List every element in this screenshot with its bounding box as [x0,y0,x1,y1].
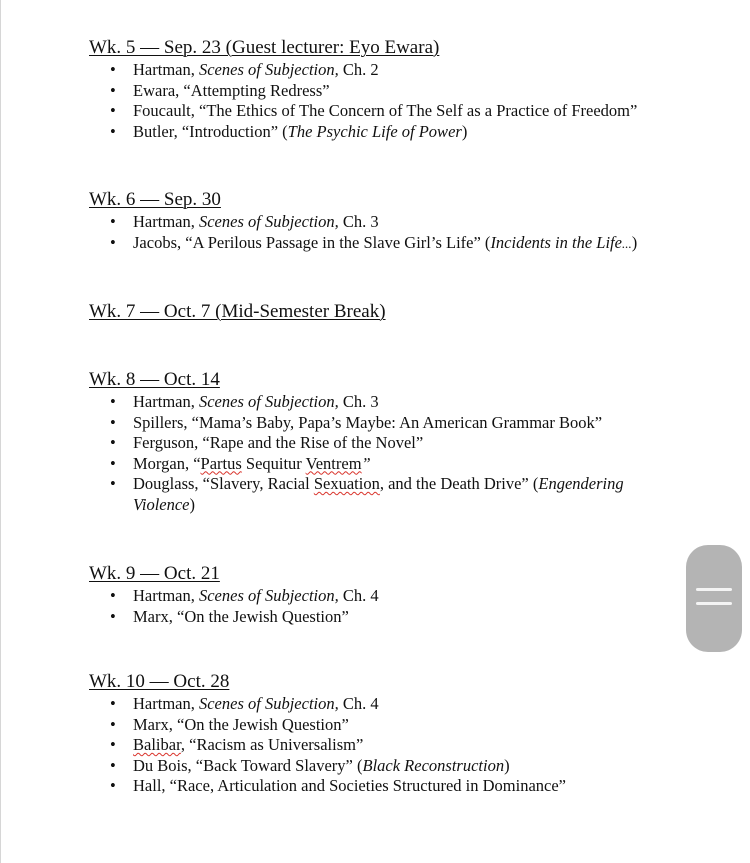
reading-item [89,735,663,756]
spellcheck-flagged-word: Partus [200,453,242,473]
week-heading: Wk. 10 — Oct. 28 [89,671,230,692]
spellcheck-flagged-word: Sexuation [313,474,380,493]
scroll-handle[interactable] [686,545,742,652]
reading-text: ) [189,494,195,514]
reading-list [89,392,663,515]
reading-text: ) [631,232,638,252]
reading-text: Spillers, “Mama’s Baby, Papa’s Maybe: An American Grammar Book” [133,412,603,432]
reading-text: Du Bois, “Back Toward Slavery” ( [133,755,363,775]
drag-handle-icon [696,602,732,605]
reading-text: ) [504,755,510,775]
reading-text: Marx, “On the Jewish Question” [133,714,349,734]
reading-text: Ch. 2 [338,60,379,79]
italic-title-text: Incidents in the Life [490,232,622,252]
reading-text: Hartman, [133,60,199,79]
week-section [89,670,663,797]
reading-text: , “Racism as Universalism” [180,735,364,754]
reading-text: , and the Death Drive” ( [379,474,539,493]
reading-text: Ewara, “Attempting Redress” [133,80,330,100]
week-section [89,368,663,515]
reading-item [89,81,663,102]
reading-text: Morgan, “ [133,453,201,473]
italic-title-text: The Psychic Life of Power [287,121,462,141]
reading-item [89,101,663,122]
reading-text: Foucault, “The Ethics of The Concern of The Self as a Practice of Freedom” [133,101,638,120]
reading-text: Sequitur [241,453,306,473]
reading-item [89,607,663,628]
reading-item [89,122,663,143]
reading-item [89,694,663,715]
italic-title-text: Scenes of Subjection, [198,392,339,411]
reading-text: Butler, “Introduction” ( [133,121,288,141]
week-heading: Wk. 8 — Oct. 14 [89,369,220,390]
italic-title-text: ” [361,453,371,473]
reading-text: Jacobs, “A Perilous Passage in the Slave Girl’s Life” ( [133,232,491,252]
reading-item [89,715,663,736]
italic-title-text: ... [621,235,632,251]
italic-title-text: Black Reconstruction [362,755,505,775]
reading-item [89,586,663,607]
reading-list [89,694,663,797]
reading-list [89,60,663,142]
reading-text: Hartman, [133,392,199,411]
reading-text: ) [461,121,468,141]
week-section [89,562,663,627]
reading-list [89,212,663,254]
italic-title-text: Scenes of Subjection, [198,694,339,713]
reading-text: Ch. 3 [338,212,379,231]
reading-item [89,776,663,797]
reading-item [89,474,663,515]
spellcheck-flagged-word: Ventrem [305,453,362,473]
page-left-edge [0,0,1,863]
reading-text: Marx, “On the Jewish Question” [133,606,349,626]
italic-title-text: Scenes of Subjection, [198,586,339,605]
reading-item [89,392,663,413]
italic-title-text: Scenes of Subjection, [198,60,339,79]
week-heading: Wk. 6 — Sep. 30 [89,189,221,210]
reading-item [89,413,663,434]
week-section [89,36,663,142]
reading-text: Ch. 4 [338,694,379,713]
drag-handle-icon [696,588,732,591]
reading-text: Douglass, “Slavery, Racial [133,474,314,493]
reading-text: Hartman, [133,694,199,713]
reading-text: Hartman, [133,586,199,605]
reading-list [89,586,663,627]
reading-item [89,212,663,233]
reading-text: Ch. 4 [338,586,379,605]
reading-item [89,60,663,81]
reading-text: Ch. 3 [338,392,379,411]
week-heading: Wk. 9 — Oct. 21 [89,563,220,584]
reading-item [89,454,663,475]
reading-item [89,233,663,255]
week-heading: Wk. 7 — Oct. 7 (Mid-Semester Break) [89,301,386,322]
week-heading: Wk. 5 — Sep. 23 (Guest lecturer: Eyo Ewara) [89,37,440,58]
reading-item [89,756,663,777]
reading-item [89,433,663,454]
week-section [89,300,386,324]
reading-text: Ferguson, “Rape and the Rise of the Novel” [133,433,424,452]
week-section [89,188,663,254]
reading-text: Hall, “Race, Articulation and Societies Structured in Dominance” [133,776,566,795]
italic-title-text: Engendering Violence [133,474,624,514]
reading-text: Hartman, [133,212,199,231]
italic-title-text: Scenes of Subjection, [198,212,339,231]
spellcheck-flagged-word: Balibar [133,735,181,754]
